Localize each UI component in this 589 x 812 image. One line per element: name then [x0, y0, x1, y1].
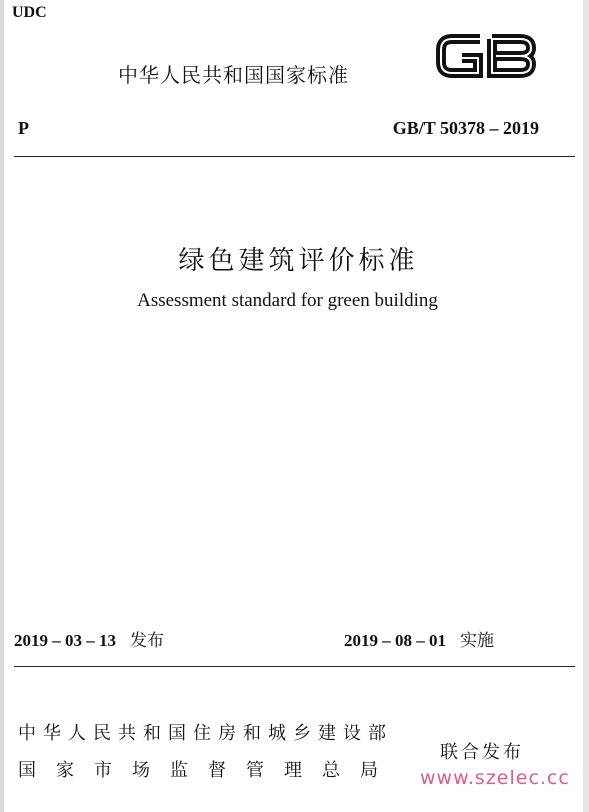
classification-code: P — [18, 118, 29, 138]
publisher-1: 中华人民共和国住房和城乡建设部 — [18, 723, 393, 744]
gb-logo — [432, 30, 540, 82]
issue-label: 发布 — [130, 631, 164, 651]
publisher-2: 国家市场监督管理总局 — [18, 760, 398, 781]
issue-date-block — [14, 626, 164, 651]
implement-label: 实施 — [460, 631, 494, 651]
title-chinese: 绿色建筑评价标准 — [178, 246, 419, 276]
standard-number: GB/T 50378 – 2019 — [392, 118, 539, 138]
scan-edge-left — [0, 0, 4, 812]
national-standard-title: 中华人民共和国国家标准 — [118, 63, 349, 87]
joint-issue-label: 联合发布 — [440, 742, 524, 763]
scan-edge-right — [583, 0, 589, 812]
udc-label: UDC — [12, 4, 47, 21]
issue-date: 2019 – 03 – 13 — [14, 631, 116, 650]
header-rule — [14, 156, 575, 157]
implement-date-block — [344, 626, 494, 651]
title-english: Assessment standard for green building — [137, 290, 438, 311]
implement-date: 2019 – 08 – 01 — [344, 631, 446, 650]
watermark-text: www.szelec.cc — [420, 767, 570, 789]
footer-rule — [14, 666, 575, 667]
